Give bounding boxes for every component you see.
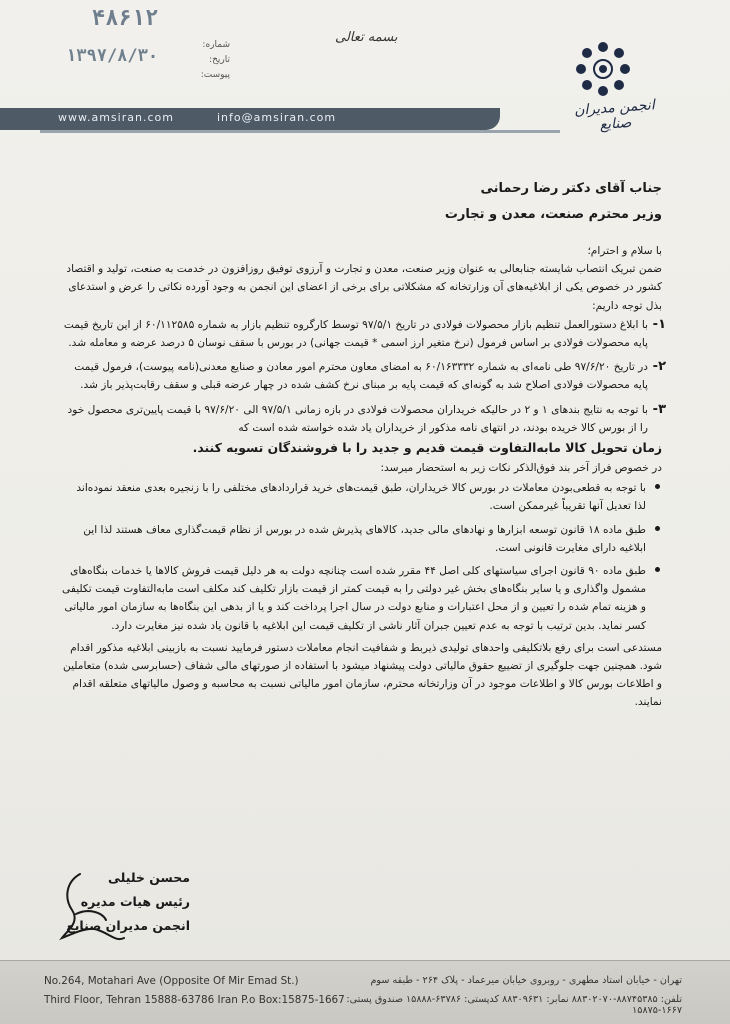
item-number: ۱- xyxy=(652,316,666,332)
bullet-text: طبق ماده ۹۰ قانون اجرای سیاستهای کلی اصل ۴۴ مقرر شده است چنانچه دولت به هر دلیل قیمت فروش کالاها یا خدمات بنگاه‌های مشمول واگذاری و یا سایر بنگاه‌های بخش غیر دولتی را به قیمت کمتر از قیمت بازار تکلیف کند مکلف است مابه‌التفاوت قیمت تکلیفی و هزینه تمام شده را تعیین و از محل اعتبارات و منابع دولت در سال اجرا پرداخت کند و یا از بدهی این بنگاه‌ها به سازمان امور مالیاتی کسر نماید. بدین ترتیب با توجه به عدم تعیین جبران آثار ناشی از تکلیف قیمت این ابلاغیه با قانون یاد شده نیز مغایرت دارد. xyxy=(62,565,646,632)
numbered-item xyxy=(62,401,666,437)
bullet-text: با توجه به قطعی‌بودن معاملات در بورس کالا خریداران، طبق قیمت‌های خرید قراردادهای مختلفی را با زنجیره بعدی منعقد نموده‌اند لذا تعدیل آنها تقریباً غیرممکن است. xyxy=(76,482,646,513)
bullet-item xyxy=(62,562,662,635)
bullet-item xyxy=(62,479,662,515)
bullet-dot-icon xyxy=(655,526,660,531)
signature-block xyxy=(40,866,190,938)
intro-paragraph: ضمن تبریک انتصاب شایسته جنابعالی به عنوان وزیر صنعت، معدن و تجارت و آرزوی توفیق روزافزون در خدمت به صنعت، تولید و اقتصاد کشور در خصوص یکی از ابلاغیه‌های آن وزارتخانه که مشکلاتی برای برخی از اعضای این انجمن به وجود آورده نکاتی را عرض و استدعای بذل توجه داریم: xyxy=(66,263,662,312)
website-link[interactable]: www.amsiran.com xyxy=(58,111,174,124)
numbered-item xyxy=(62,358,666,394)
greeting: با سلام و احترام؛ xyxy=(587,245,662,257)
footer-address-en-1: No.264, Motahari Ave (Opposite Of Mir Emad St.) xyxy=(44,975,299,987)
bullet-dot-icon xyxy=(655,567,660,572)
meta-label-attachment: پیوست: xyxy=(200,70,230,80)
letter-body xyxy=(62,242,666,712)
recipient-block xyxy=(102,176,662,228)
recipient-title: وزیر محترم صنعت، معدن و تجارت xyxy=(444,207,662,222)
ams-logo-icon xyxy=(572,38,634,100)
lead-in: در خصوص فراز آخر بند فوق‌الذکر نکات زیر به استحضار میرسد: xyxy=(380,462,662,475)
bullet-item xyxy=(62,521,662,557)
meta-label-date: تاریخ: xyxy=(209,55,230,65)
item-number: ۳- xyxy=(652,401,666,417)
bullet-dot-icon xyxy=(655,484,660,489)
bullet-text: طبق ماده ۱۸ قانون توسعه ابزارها و نهادهای مالی جدید، کالاهای پذیرش شده در بورس از نظام قیمت‌گذاری معاف هستند لذا این ابلاغیه دارای مغایرت قانونی است. xyxy=(83,523,646,554)
header-band-line xyxy=(40,130,560,133)
numbered-item xyxy=(62,316,666,352)
logo-org-name: انجمن مدیران صنایع xyxy=(573,97,656,134)
item-number: ۲- xyxy=(652,359,666,375)
item-text: با ابلاغ دستورالعمل تنظیم بازار محصولات فولادی در تاریخ ۹۷/۵/۱ توسط کارگروه تنظیم بازار به شماره ۶۰/۱۱۲۵۸۵ از این تاریخ قیمت پایه محصولات فولادی بر اساس فرمول (نرخ متغیر ارز اسمی * قیمت جهانی) در بورس با سقف نوسان ۵ درصد عرضه و معامله شد. xyxy=(63,318,648,350)
closing-paragraph: مستدعی است برای رفع بلاتکلیفی واحدهای تولیدی ذیربط و شفافیت انجام معاملات دستور فرمایید نسبت به بازبینی ابلاغیه مذکور اقدام شود. همچنین جهت جلوگیری از تضییع حقوق مالیاتی دولت پیشنهاد میشود با استفاده از صورتهای مالی شفاف (حسابرسی شده) متعاملین و اطلاعات بورس کالا و اطلاعات موجود در آن وزارتخانه محترم، سازمان امور مالیاتی نسبت به محاسبه و وصول مالیاتهای متعلقه اقدام نمایند. xyxy=(63,641,662,709)
recipient-name: جناب آقای دکتر رضا رحمانی xyxy=(480,181,662,196)
emphasized-demand: زمان تحویل کالا مابه‌التفاوت قیمت قدیم و جدید را با فروشندگان تسویه کنند. xyxy=(192,440,662,456)
bismillah: بسمه تعالی xyxy=(335,30,398,45)
item-text: با توجه به نتایج بندهای ۱ و ۲ در حالیکه خریداران محصولات فولادی در بازه زمانی ۹۷/۵/۱ الی ۹۷/۶/۲۰ با قیمت پایین‌تری محصول خود را از بورس کالا خریده بودند، در انتهای نامه مذکور از خریداران یاد شده خواسته شده است که xyxy=(67,403,648,434)
footer-address-en-2: Third Floor, Tehran 15888-63786 Iran P.o Box:15875-1667 xyxy=(44,994,345,1006)
signer-title: رئیس هیات مدیره xyxy=(80,894,190,909)
footer-band xyxy=(0,960,730,1024)
footer-address-fa-1: تهران - خیابان استاد مطهری - روبروی خیابان میرعماد - پلاک ۲۶۴ - طبقه سوم xyxy=(370,975,682,986)
meta-labels xyxy=(160,38,230,83)
signer-org: انجمن مدیران صنایع xyxy=(66,918,190,933)
signer-name: محسن خلیلی xyxy=(107,870,190,885)
email-link[interactable]: info@amsiran.com xyxy=(217,111,337,124)
document-date: ۱۳۹۷/۸/۳۰ xyxy=(66,46,159,66)
footer-address-fa-2: تلفن: ۸۸۷۴۵۳۸۵-۸۸۳۰۲۰۷۰ نمابر: ۸۸۳۰۹۶۳۱ کدپستی: ۶۳۷۸۶-۱۵۸۸۸ صندوق پستی: ۱۶۶۷-۱۵۸۷۵ xyxy=(346,994,682,1016)
document-number: ۴۸۶۱۲ xyxy=(92,6,159,31)
meta-label-number: شماره: xyxy=(202,40,230,50)
item-text: در تاریخ ۹۷/۶/۲۰ طی نامه‌ای به شماره ۶۰/۱۶۳۳۳۲ به امضای معاون محترم امور معادن و صنایع معدنی(نامه پیوست)، فرمول قیمت پایه محصولات فولادی اصلاح شد به گونه‌ای که قیمت پایه بر مبنای نرخ کشف شده در چهار عرضه قبلی و سقف رقابت‌پذیر باز شد. xyxy=(74,361,648,392)
